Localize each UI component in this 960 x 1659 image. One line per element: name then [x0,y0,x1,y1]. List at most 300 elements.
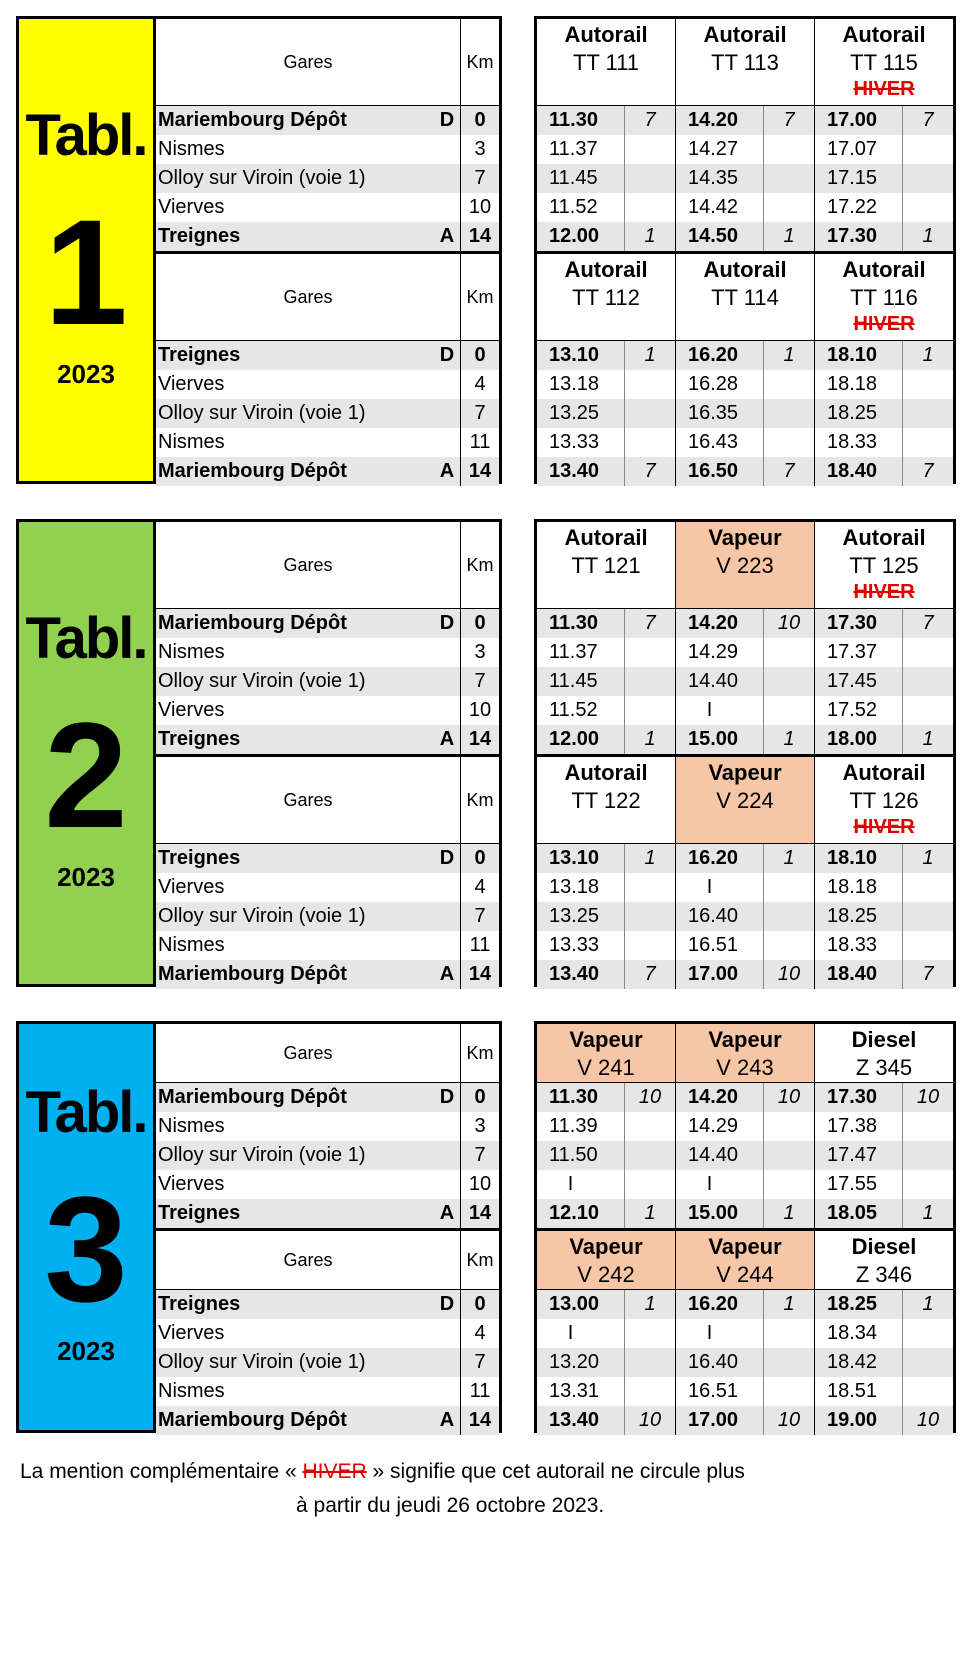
platform-note [624,902,675,931]
time-value: 14.20 [688,109,739,131]
time-value: 11.30 [549,109,598,131]
platform-note: 1 [763,725,814,754]
departure-arrival [434,135,460,164]
train-header [537,19,675,105]
hiver-badge: HIVER [853,816,915,838]
time-cell [675,106,814,135]
station-km: 14 [460,222,499,251]
station-km: 3 [460,638,499,667]
time-cell [814,428,953,457]
departure-arrival [434,1112,460,1141]
station-name: Mariembourg Dépôt [156,457,434,486]
station-km: 11 [460,931,499,960]
time-row [537,1170,953,1199]
stations-panel [156,16,502,484]
departure-arrival: D [434,1083,460,1112]
platform-note: 10 [763,609,814,638]
time-cell [814,638,953,667]
platform-note [902,428,953,457]
station-row [156,1082,499,1112]
station-name: Treignes [156,341,434,370]
train-type: Autorail [842,257,926,282]
trains-header [537,19,953,105]
trains-header [537,1228,953,1289]
time-value: I [706,699,713,721]
time-value: 13.33 [549,934,600,956]
platform-note: 1 [763,222,814,251]
time-cell [675,341,814,370]
platform-note: 10 [902,1083,953,1112]
station-km: 4 [460,1319,499,1348]
platform-note [902,1319,953,1348]
platform-note: 1 [763,1290,814,1319]
platform-note: 1 [902,1199,953,1228]
station-row [156,1348,499,1377]
departure-arrival [434,164,460,193]
time-cell [675,1199,814,1228]
time-value: 18.40 [827,963,878,985]
platform-note [763,164,814,193]
time-cell [675,1141,814,1170]
train-id: TT 111 [572,50,640,75]
time-value: I [706,876,713,898]
times-panel [534,519,956,987]
train-id: TT 122 [571,788,641,813]
station-row [156,843,499,873]
train-type: Vapeur [569,1027,643,1052]
platform-note [763,873,814,902]
train-header [537,1024,675,1082]
departure-arrival: D [434,844,460,873]
table-year: 2023 [57,359,115,389]
time-cell [675,844,814,873]
platform-note: 1 [624,725,675,754]
station-name: Mariembourg Dépôt [156,106,434,135]
table-number: 3 [44,1165,128,1333]
platform-note [902,1170,953,1199]
station-row [156,340,499,370]
timetable-block [16,16,938,484]
train-header [814,522,953,608]
departure-arrival [434,667,460,696]
stations-header [156,1024,499,1082]
table-label: Tabl. [25,103,147,168]
time-value: 18.40 [827,460,878,482]
time-cell [675,960,814,989]
station-km: 3 [460,1112,499,1141]
time-value: 17.30 [827,225,878,247]
time-value: 16.51 [688,934,739,956]
time-value: 15.00 [688,1202,739,1224]
station-km: 7 [460,399,499,428]
time-value: 11.50 [549,1144,598,1166]
station-row [156,370,499,399]
station-row [156,105,499,135]
departure-arrival [434,399,460,428]
platform-note [902,931,953,960]
trains-header [537,251,953,340]
time-cell [675,638,814,667]
platform-note [624,399,675,428]
platform-note [763,399,814,428]
time-value: 13.10 [549,344,600,366]
time-value: 11.39 [549,1115,598,1137]
station-km: 7 [460,1141,499,1170]
time-cell [675,725,814,754]
time-row [537,608,953,638]
gares-header: Gares [283,554,333,575]
station-km: 0 [460,609,499,638]
station-row [156,1199,499,1228]
time-value: 16.28 [688,373,739,395]
time-cell [537,1348,675,1377]
departure-arrival [434,193,460,222]
table-label: Tabl. [25,1080,147,1145]
time-value: 11.45 [549,167,598,189]
time-cell [814,1141,953,1170]
time-cell [814,1406,953,1435]
time-cell [537,1319,675,1348]
time-value: 17.00 [827,109,878,131]
station-name: Nismes [158,138,225,160]
train-type: Vapeur [569,1234,643,1259]
platform-note: 10 [902,1406,953,1435]
time-value: 13.20 [549,1351,600,1373]
time-value: 14.35 [688,167,739,189]
time-row [537,931,953,960]
time-value: 17.15 [827,167,878,189]
platform-note [763,135,814,164]
time-value: 14.20 [688,612,739,634]
time-value: 16.20 [688,1293,739,1315]
time-cell [814,1377,953,1406]
time-value: 17.55 [827,1173,878,1195]
time-row [537,696,953,725]
time-row [537,457,953,486]
stations-panel [156,1021,502,1433]
station-name: Mariembourg Dépôt [156,1406,434,1435]
train-id: Z 345 [855,1055,913,1080]
time-value: 13.10 [549,847,600,869]
train-type: Autorail [564,525,648,550]
station-name: Treignes [156,222,434,251]
time-cell [814,1290,953,1319]
time-cell [537,222,675,251]
time-value: 11.45 [549,670,598,692]
time-row [537,164,953,193]
platform-note: 7 [624,960,675,989]
time-value: 17.38 [827,1115,878,1137]
platform-note: 7 [624,457,675,486]
time-cell [675,873,814,902]
station-row [156,164,499,193]
time-row [537,399,953,428]
platform-note: 7 [763,106,814,135]
hiver-badge: HIVER [853,78,915,100]
time-value: 18.51 [827,1380,878,1402]
gares-header: Gares [283,789,333,810]
time-cell [675,1319,814,1348]
table-side-panel [16,16,156,484]
station-km: 4 [460,370,499,399]
train-id: TT 126 [849,788,919,813]
time-value: 16.20 [688,847,739,869]
platform-note [763,1170,814,1199]
time-value: 17.00 [688,963,739,985]
platform-note [902,902,953,931]
train-id: TT 112 [572,285,640,310]
time-cell [814,609,953,638]
km-header: Km [460,254,499,340]
time-cell [537,638,675,667]
platform-note [624,667,675,696]
departure-arrival [434,638,460,667]
station-name: Nismes [158,431,225,453]
station-km: 10 [460,1170,499,1199]
platform-note [624,1112,675,1141]
station-km: 11 [460,1377,499,1406]
time-row [537,638,953,667]
station-name: Olloy sur Viroin (voie 1) [156,667,434,696]
station-name: Treignes [156,1199,434,1228]
time-row [537,340,953,370]
footer-text-after: » signifie que cet autorail ne circule plus [366,1460,745,1483]
timetable-block [16,519,938,987]
platform-note [902,638,953,667]
platform-note: 1 [624,341,675,370]
time-value: 14.20 [688,1086,739,1108]
time-value: 13.40 [549,1409,600,1431]
platform-note: 1 [902,1290,953,1319]
station-name: Nismes [158,1115,225,1137]
station-name: Treignes [156,1290,434,1319]
table-number: 1 [44,188,128,356]
time-value: I [567,1322,574,1344]
time-value: 16.40 [688,1351,739,1373]
time-value: 13.00 [549,1293,600,1315]
platform-note: 7 [763,457,814,486]
station-row [156,1141,499,1170]
time-row [537,193,953,222]
time-value: 18.18 [827,373,878,395]
time-value: 14.40 [688,1144,739,1166]
times-panel [534,1021,956,1433]
time-row [537,1348,953,1377]
platform-note [902,370,953,399]
time-cell [537,1377,675,1406]
time-value: 13.25 [549,905,600,927]
train-header [675,19,814,105]
train-id: TT 114 [711,285,779,310]
km-header: Km [460,522,499,608]
departure-arrival [434,696,460,725]
trains-header [537,754,953,843]
km-header: Km [460,19,499,105]
time-cell [537,370,675,399]
time-value: 16.20 [688,344,739,366]
time-value: 13.40 [549,460,600,482]
train-type: Vapeur [708,1027,782,1052]
station-row [156,902,499,931]
platform-note [624,164,675,193]
station-name: Mariembourg Dépôt [156,960,434,989]
station-name: Nismes [158,641,225,663]
table-label: Tabl. [25,606,147,671]
platform-note [624,1141,675,1170]
platform-note: 10 [624,1406,675,1435]
time-cell [537,1112,675,1141]
platform-note [624,696,675,725]
time-cell [537,341,675,370]
departure-arrival [434,1319,460,1348]
table-year: 2023 [57,1336,115,1366]
train-header [675,757,814,843]
station-row [156,193,499,222]
time-cell [675,931,814,960]
time-value: 15.00 [688,728,739,750]
time-value: 14.29 [688,1115,739,1137]
stations-header [156,251,499,340]
train-header [814,1231,953,1289]
departure-arrival: A [434,1406,460,1435]
train-type: Diesel [851,1234,917,1259]
time-cell [675,1377,814,1406]
station-km: 0 [460,1290,499,1319]
time-value: 11.52 [549,699,598,721]
station-row [156,428,499,457]
gares-header: Gares [283,286,333,307]
station-km: 14 [460,1199,499,1228]
station-name: Nismes [158,1380,225,1402]
time-cell [675,399,814,428]
timetable-block [16,1021,938,1433]
time-cell [675,457,814,486]
train-id: TT 115 [850,50,918,75]
time-cell [675,1406,814,1435]
time-cell [814,457,953,486]
platform-note [763,1348,814,1377]
time-value: 12.10 [549,1202,600,1224]
time-cell [537,1141,675,1170]
station-name: Mariembourg Dépôt [156,609,434,638]
time-value: 17.47 [827,1144,878,1166]
platform-note [902,873,953,902]
platform-note [624,370,675,399]
time-value: 14.27 [688,138,739,160]
platform-note: 1 [902,844,953,873]
departure-arrival: A [434,222,460,251]
time-cell [675,1170,814,1199]
station-row [156,1319,499,1348]
time-value: 17.07 [827,138,878,160]
time-cell [537,609,675,638]
time-cell [537,428,675,457]
platform-note: 7 [902,457,953,486]
train-header [675,254,814,340]
train-header [537,1231,675,1289]
platform-note [763,193,814,222]
station-name: Vierves [158,1322,225,1344]
footer-line-2: à partir du jeudi 26 octobre 2023. [296,1494,605,1517]
time-cell [675,193,814,222]
time-value: 17.00 [688,1409,739,1431]
time-value: 11.37 [549,138,598,160]
train-type: Autorail [703,22,787,47]
time-value: 13.25 [549,402,600,424]
station-row [156,457,499,486]
gares-header: Gares [283,1249,333,1270]
time-cell [537,1406,675,1435]
train-id: V 224 [716,788,774,813]
departure-arrival [434,931,460,960]
platform-note: 7 [902,960,953,989]
time-value: I [567,1173,574,1195]
train-type: Vapeur [708,1234,782,1259]
station-km: 7 [460,1348,499,1377]
time-cell [537,1170,675,1199]
platform-note: 7 [902,609,953,638]
platform-note [902,193,953,222]
time-value: I [706,1322,713,1344]
train-id: V 244 [716,1262,774,1287]
platform-note: 1 [624,222,675,251]
platform-note [763,1141,814,1170]
station-name: Vierves [158,373,225,395]
train-type: Vapeur [708,525,782,550]
station-name: Nismes [158,934,225,956]
time-cell [814,1199,953,1228]
time-value: 14.29 [688,641,739,663]
time-cell [814,902,953,931]
station-km: 0 [460,341,499,370]
time-cell [814,696,953,725]
platform-note: 10 [763,1083,814,1112]
station-name: Vierves [158,699,225,721]
time-cell [537,135,675,164]
time-value: 17.37 [827,641,878,663]
time-value: 16.40 [688,905,739,927]
time-cell [537,902,675,931]
train-id: V 223 [716,553,774,578]
train-id: V 242 [577,1262,635,1287]
train-type: Autorail [842,760,926,785]
time-cell [537,164,675,193]
platform-note [902,135,953,164]
time-value: 11.37 [549,641,598,663]
time-cell [675,1290,814,1319]
time-value: 13.40 [549,963,600,985]
time-row [537,1406,953,1435]
platform-note: 7 [902,106,953,135]
time-row [537,105,953,135]
time-value: 16.50 [688,460,739,482]
station-row [156,960,499,989]
time-row [537,667,953,696]
platform-note [902,399,953,428]
train-type: Autorail [842,22,926,47]
departure-arrival: D [434,341,460,370]
time-value: 17.30 [827,612,878,634]
station-row [156,1170,499,1199]
time-cell [814,1112,953,1141]
platform-note [902,164,953,193]
train-id: V 243 [716,1055,774,1080]
station-name: Olloy sur Viroin (voie 1) [156,1141,434,1170]
station-name: Vierves [158,876,225,898]
time-cell [814,370,953,399]
departure-arrival [434,1348,460,1377]
station-row [156,873,499,902]
